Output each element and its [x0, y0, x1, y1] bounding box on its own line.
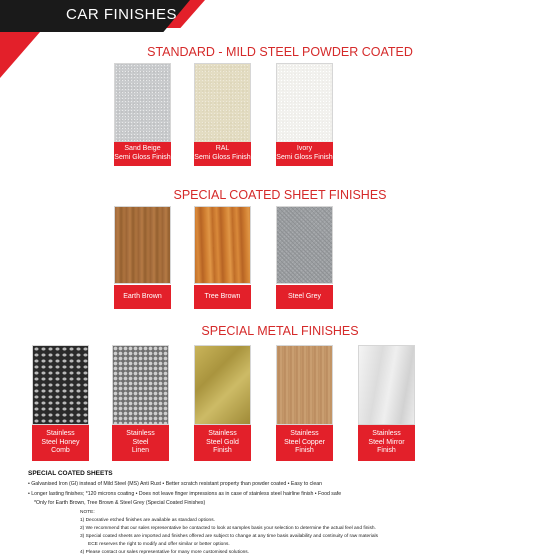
- swatch-tree-brown: [194, 206, 251, 284]
- swatch-gold: [194, 345, 251, 425]
- note-line-2: 2) We recommend that our sales representative be contacted to look at samples basis your selection to determine the actual feel and finish.: [80, 526, 376, 531]
- label-sand-beige: Sand Beige Semi Gloss Finish: [114, 142, 171, 166]
- swatch-earth-brown: [114, 206, 171, 284]
- page-title: CAR FINISHES: [66, 6, 178, 23]
- label-honey-comb: Stainless Steel Honey Comb: [32, 425, 89, 461]
- note-line-4: ECE reserves the right to modify and offer similar or better options.: [88, 542, 230, 547]
- notes-bullet-3: *Only for Earth Brown, Tree Brown & Steel Grey (Special Coated Finishes): [34, 500, 206, 506]
- notes-title: SPECIAL COATED SHEETS: [28, 470, 113, 477]
- label-tree-brown: Tree Brown: [194, 285, 251, 309]
- swatch-mirror: [358, 345, 415, 425]
- swatch-steel-grey: [276, 206, 333, 284]
- swatch-sand-beige: [114, 63, 171, 143]
- note-line-3: 3) Special coated sheets are imported and finishes offered are subject to change at any time basis availability and continuity of raw materials: [80, 534, 379, 539]
- swatch-honey-comb: [32, 345, 89, 425]
- section-title-standard: STANDARD - MILD STEEL POWDER COATED: [147, 45, 413, 59]
- label-mirror: Stainless Steel Mirror Finish: [358, 425, 415, 461]
- section-title-coated: SPECIAL COATED SHEET FINISHES: [173, 188, 387, 202]
- label-ral: RAL Semi Gloss Finish: [194, 142, 251, 166]
- label-gold: Stainless Steel Gold Finish: [194, 425, 251, 461]
- note-label: NOTE:: [80, 510, 95, 515]
- swatch-copper: [276, 345, 333, 425]
- note-line-5: 4) Please contact our sales representative for many more customised solutions.: [80, 550, 250, 555]
- swatch-linen: [112, 345, 169, 425]
- notes-bullet-2: • Longer lasting finishes; *120 microns coating • Does not leave finger impressions as in case of stainless steel hairline finish • Food safe: [28, 491, 342, 497]
- swatch-ivory: [276, 63, 333, 143]
- note-line-1: 1) Decorative etched finishes are available as standard options.: [80, 518, 215, 523]
- label-earth-brown: Earth Brown: [114, 285, 171, 309]
- label-copper: Stainless Steel Copper Finish: [276, 425, 333, 461]
- notes-bullet-1: • Galvanised Iron (GI) instead of Mild Steel (MS) Anti Rust • Better scratch resistant property than powder coated • Easy to clean: [28, 481, 323, 487]
- swatch-ral: [194, 63, 251, 143]
- label-steel-grey: Steel Grey: [276, 285, 333, 309]
- section-title-metal: SPECIAL METAL FINISHES: [201, 324, 359, 338]
- label-ivory: Ivory Semi Gloss Finish: [276, 142, 333, 166]
- label-linen: Stainless Steel Linen: [112, 425, 169, 461]
